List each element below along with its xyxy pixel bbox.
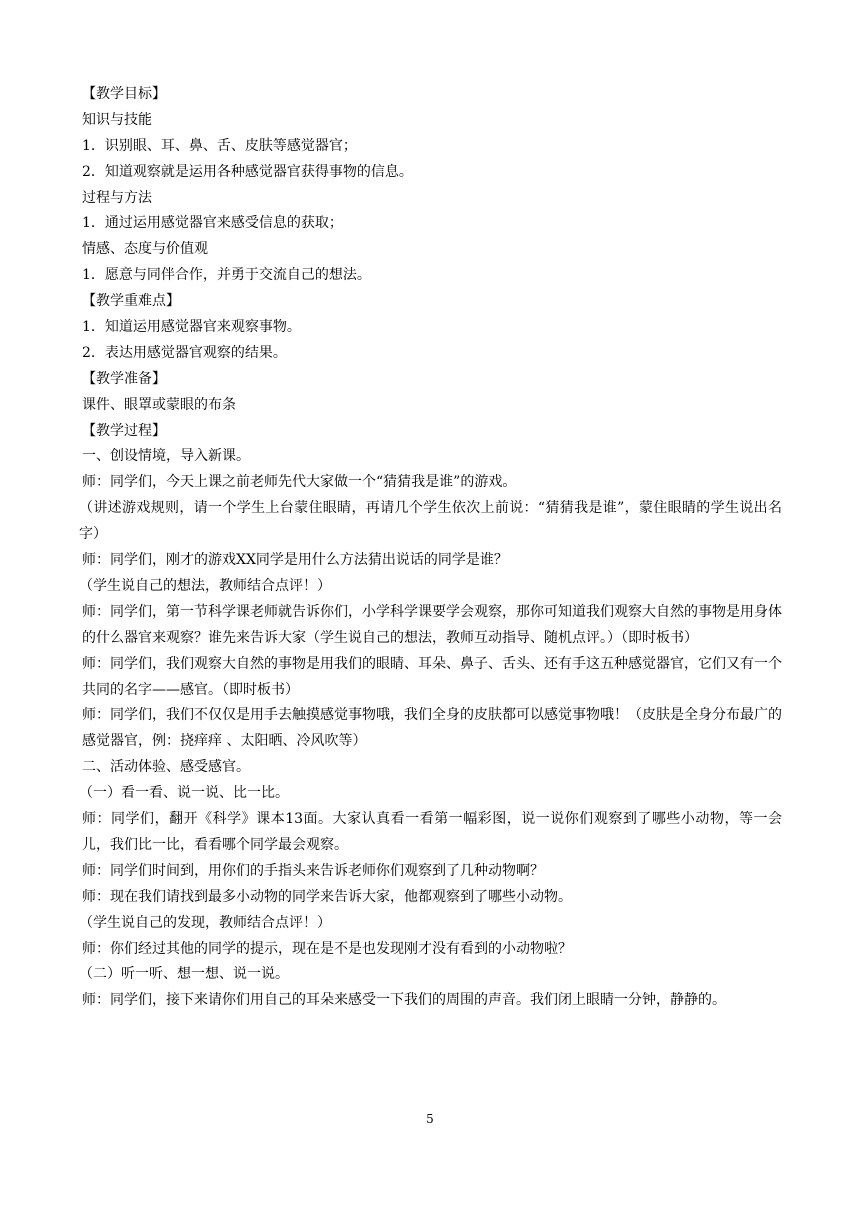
subheading-process-methods: 过程与方法 xyxy=(82,189,152,206)
section-heading-preparation: 【教学准备】 xyxy=(82,370,166,387)
subsection-heading: （二）听一听、想一想、说一说。 xyxy=(79,966,289,983)
paragraph: 师：同学们，今天上课之前老师先代大家做一个“猜猜我是谁”的游戏。 xyxy=(82,474,517,491)
list-item: 2．知道观察就是运用各种感觉器官获得事物的信息。 xyxy=(82,163,413,180)
list-item: 1．通过运用感觉器官来感受信息的获取； xyxy=(82,215,343,232)
paragraph: 师：同学们，我们观察大自然的事物是用我们的眼睛、耳朵、鼻子、舌头、还有手这五种感觉器官，它们又有一个共同的名字——感官。（即时板书） xyxy=(82,655,782,698)
paragraph: 师：同学们，翻开《科学》课本13面。大家认真看一看第一幅彩图，说一说你们观察到了哪些小动物，等一会儿，我们比一比，看看哪个同学最会观察。 xyxy=(82,811,782,853)
subsection-heading: 一、创设情境，导入新课。 xyxy=(82,448,250,465)
paragraph: 课件、眼罩或蒙眼的布条 xyxy=(82,396,236,413)
paragraph: 师：同学们时间到，用你们的手指头来告诉老师你们观察到了几种动物啊？ xyxy=(82,862,544,879)
paragraph: 师：同学们，我们不仅仅是用手去触摸感觉事物哦，我们全身的皮肤都可以感觉事物哦！（皮肤是全身分布最广的感觉器官，例：挠痒痒 、太阳晒、冷风吹等） xyxy=(82,707,782,750)
list-item: 1．愿意与同伴合作，并勇于交流自己的想法。 xyxy=(82,267,371,284)
paragraph: （学生说自己的发现，教师结合点评！） xyxy=(79,914,331,931)
subsection-heading: 二、活动体验、感受感官。 xyxy=(82,759,250,776)
paragraph: 师：现在我们请找到最多小动物的同学来告诉大家，他都观察到了哪些小动物。 xyxy=(82,888,572,905)
page-number: 5 xyxy=(426,1112,434,1126)
list-item: 2．表达用感觉器官观察的结果。 xyxy=(82,344,287,361)
subheading-attitudes-values: 情感、态度与价值观 xyxy=(82,241,208,258)
paragraph: （讲述游戏规则，请一个学生上台蒙住眼睛，再请几个学生依次上前说：“猜猜我是谁”，蒙住眼睛的学生说出名字） xyxy=(79,500,782,543)
paragraph: 师：同学们，接下来请你们用自己的耳朵来感受一下我们的周围的声音。我们闭上眼睛一分钟，静静的。 xyxy=(82,992,726,1009)
paragraph: 师：同学们，第一节科学课老师就告诉你们，小学科学课要学会观察，那你可知道我们观察大自然的事物是用身体的什么器官来观察？谁先来告诉大家（学生说自己的想法，教师互动指导、随机点评。）（即时板书） xyxy=(82,603,782,646)
list-item: 1．知道运用感觉器官来观察事物。 xyxy=(82,319,301,336)
document-body xyxy=(79,82,782,1014)
paragraph: 师：你们经过其他的同学的提示，现在是不是也发现刚才没有看到的小动物啦？ xyxy=(82,940,572,957)
list-item: 1．识别眼、耳、鼻、舌、皮肤等感觉器官； xyxy=(82,137,357,154)
section-heading-objectives: 【教学目标】 xyxy=(82,86,166,102)
paragraph: （学生说自己的想法，教师结合点评！） xyxy=(79,577,331,594)
section-heading-key-points: 【教学重难点】 xyxy=(82,293,180,310)
subsection-heading: （一）看一看、说一说、比一比。 xyxy=(79,785,289,802)
subheading-knowledge-skills: 知识与技能 xyxy=(82,111,152,128)
section-heading-process: 【教学过程】 xyxy=(82,422,166,439)
paragraph: 师：同学们，刚才的游戏XX同学是用什么方法猜出说话的同学是谁？ xyxy=(82,552,508,569)
